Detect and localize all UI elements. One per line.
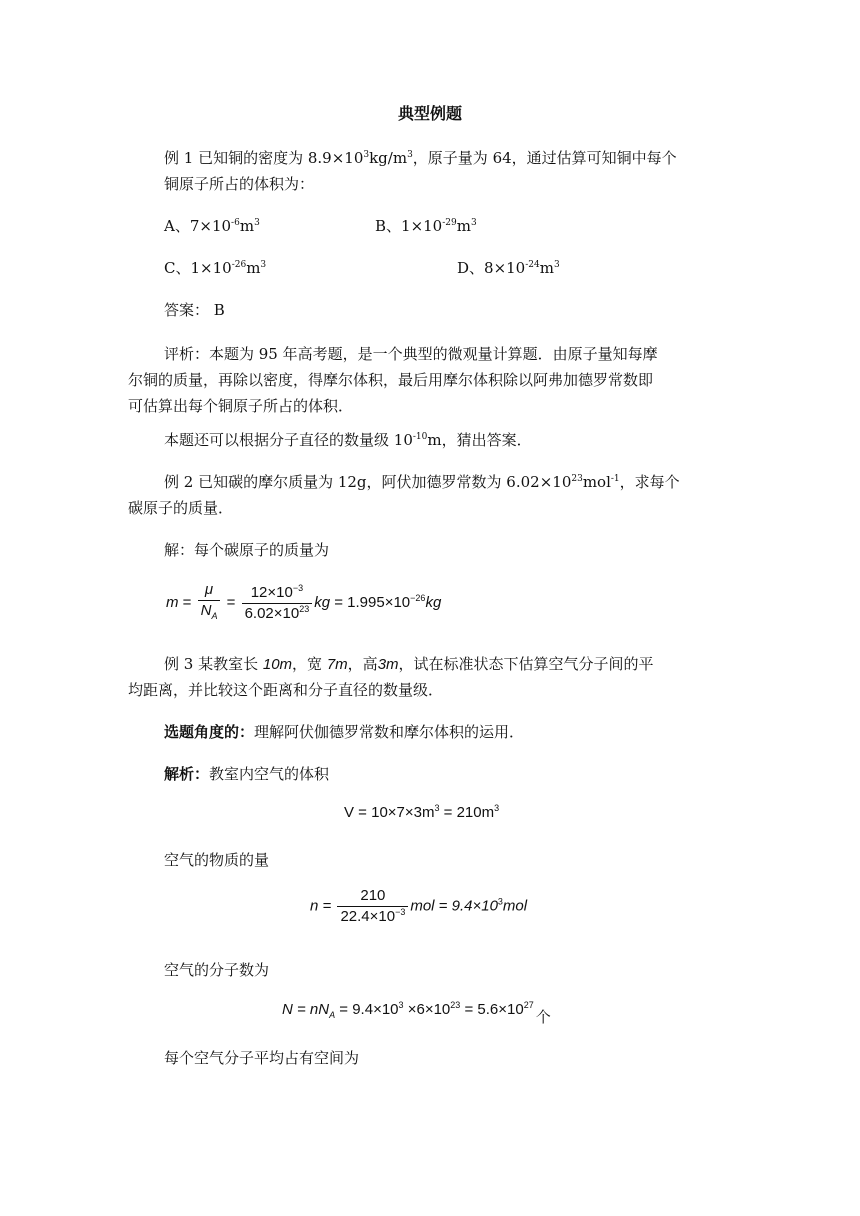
ex3-analysis xyxy=(164,760,329,788)
ex1-option-d xyxy=(457,254,560,282)
eq-volume-result: = 210m xyxy=(439,804,495,821)
option-a-sup1: -6 xyxy=(231,218,240,228)
ex1-question-line2: 铜原子所占的体积为： xyxy=(164,175,315,193)
ex1-analysis-line2: 尔铜的质量，再除以密度，得摩尔体积，最后用摩尔体积除以阿弗加德罗常数即 xyxy=(128,371,654,389)
option-b-unit: m xyxy=(456,217,471,235)
eq-count-n: N = nN xyxy=(282,1001,330,1018)
option-b-sup2: 3 xyxy=(470,218,477,228)
ex1-option-c xyxy=(164,254,266,282)
eq-num: 12×10 xyxy=(250,583,293,601)
angle-label: 选题角度的： xyxy=(164,723,255,741)
ex3-text-c: ，高 xyxy=(347,655,378,673)
ex1-option-b xyxy=(375,212,477,240)
option-d-unit: m xyxy=(539,259,554,277)
eq-kg-2: kg xyxy=(425,593,442,611)
eq-count-sup1: 3 xyxy=(398,1000,404,1010)
ex3-text-b: ，宽 xyxy=(292,655,327,673)
eq-den-sup: 23 xyxy=(299,603,310,614)
ex2-equation xyxy=(166,580,441,626)
eq-count-sup3: 27 xyxy=(523,1000,534,1010)
ex1-text-b: kg/m xyxy=(369,149,408,167)
eq-amount-den: 22.4×10 xyxy=(340,908,396,925)
ex3-count-equation xyxy=(282,998,551,1026)
eq-den: 6.02×10 xyxy=(244,604,300,622)
extra-sup: -10 xyxy=(412,432,428,442)
option-a-unit: m xyxy=(239,217,255,235)
eq-count-d: = 5.6×10 xyxy=(460,1001,524,1018)
ex3-angle xyxy=(164,718,524,746)
ex1-answer: 答案： B xyxy=(164,301,225,319)
ex1-text-c: ，原子量为 64，通过估算可知铜中每个 xyxy=(412,149,677,167)
extra-text-a: 本题还可以根据分子直径的数量级 10 xyxy=(164,431,413,449)
eq-m: m xyxy=(166,593,179,611)
ex2-text-b: mol xyxy=(582,473,611,491)
ex3-text-d: ，试在标准状态下估算空气分子间的平 xyxy=(398,655,654,673)
eq-count-sup2: 23 xyxy=(450,1000,461,1010)
eq-n: n = xyxy=(310,897,336,915)
eq-count-c: ×6×10 xyxy=(403,1001,451,1018)
ex2-question-line1 xyxy=(164,468,680,496)
fraction-mu-over-na xyxy=(198,580,221,626)
option-c-sup1: -26 xyxy=(231,260,247,270)
option-d-sup1: -24 xyxy=(525,260,540,270)
eq-kg-1: kg xyxy=(314,593,331,611)
fraction-amount xyxy=(337,886,408,927)
ex3-count-label: 空气的分子数为 xyxy=(164,961,270,979)
eq-count-b: = 9.4×10 xyxy=(335,1001,399,1018)
option-d-sup2: 3 xyxy=(553,260,560,270)
eq-amount-result: mol = 9.4×10 xyxy=(410,897,498,915)
eq-volume-sup2: 3 xyxy=(494,803,500,813)
ex3-amount-equation xyxy=(310,886,527,927)
analysis-label: 解析： xyxy=(164,765,210,783)
option-b-text: B、1×10 xyxy=(375,217,443,235)
ex3-text-a: 例 3 某教室长 xyxy=(164,655,263,673)
angle-text: 理解阿伏伽德罗常数和摩尔体积的运用． xyxy=(254,723,525,741)
ex3-volume-equation xyxy=(344,804,499,821)
ex2-question-line2: 碳原子的质量． xyxy=(128,499,234,517)
option-c-unit: m xyxy=(246,259,261,277)
eq-amount-num: 210 xyxy=(360,887,386,904)
eq-result-sup: −26 xyxy=(410,592,426,603)
eq-result: = 1.995×10 xyxy=(330,593,411,611)
eq-volume-sup1: 3 xyxy=(434,803,440,813)
option-a-sup2: 3 xyxy=(254,218,260,228)
option-c-sup2: 3 xyxy=(260,260,267,270)
ex3-question-line1 xyxy=(164,650,654,679)
option-c-text: C、1×10 xyxy=(164,259,232,277)
ex3-width: 7m xyxy=(326,656,348,673)
eq-amount-den-sup: −3 xyxy=(395,907,406,917)
eq-na: N xyxy=(200,602,212,619)
ex1-text-a: 例 1 已知铜的密度为 8.9×10 xyxy=(164,149,364,167)
ex1-question-line1 xyxy=(164,144,677,172)
option-a-text: A、7×10 xyxy=(164,217,232,235)
ex3-length: 10m xyxy=(262,656,293,673)
ex3-question-line2: 均距离，并比较这个距离和分子直径的数量级． xyxy=(128,681,444,699)
eq-na-sub: A xyxy=(211,611,218,621)
ex2-text-c: ，求每个 xyxy=(619,473,680,491)
ex2-sup-2: -1 xyxy=(610,474,620,484)
ex3-amount-label: 空气的物质的量 xyxy=(164,851,270,869)
ex1-extra-note xyxy=(164,426,532,454)
ex1-analysis-line3: 可估算出每个铜原子所占的体积． xyxy=(128,397,354,415)
eq-amount-unit: mol xyxy=(502,897,528,915)
ex3-height: 3m xyxy=(377,656,399,673)
ex1-option-a xyxy=(164,212,260,240)
ex3-space-label: 每个空气分子平均占有空间为 xyxy=(164,1049,360,1067)
ex1-sup-1: 3 xyxy=(363,150,370,160)
eq-volume: V = 10×7×3m xyxy=(344,804,435,821)
option-b-sup1: -29 xyxy=(442,218,457,228)
ex2-sup-1: 23 xyxy=(571,474,583,484)
eq-equals-1: = xyxy=(178,593,196,611)
eq-count-sub: A xyxy=(329,1010,336,1020)
eq-mu: μ xyxy=(204,581,214,598)
extra-text-b: m，猜出答案． xyxy=(427,431,532,449)
eq-count-unit: 个 xyxy=(535,1008,551,1026)
analysis-text: 教室内空气的体积 xyxy=(209,765,330,783)
eq-equals-2: = xyxy=(222,593,240,611)
ex2-solution-label: 解：每个碳原子的质量为 xyxy=(164,541,330,559)
eq-amount-result-sup: 3 xyxy=(497,896,503,907)
fraction-values xyxy=(242,583,313,624)
page-title: 典型例题 xyxy=(397,104,462,123)
ex1-analysis-line1: 评析：本题为 95 年高考题，是一个典型的微观量计算题．由原子量知每摩 xyxy=(164,345,658,363)
eq-num-sup: −3 xyxy=(292,582,304,593)
option-d-text: D、8×10 xyxy=(457,259,526,277)
ex2-text-a: 例 2 已知碳的摩尔质量为 12g，阿伏加德罗常数为 6.02×10 xyxy=(164,473,572,491)
ex1-sup-2: 3 xyxy=(407,150,413,160)
